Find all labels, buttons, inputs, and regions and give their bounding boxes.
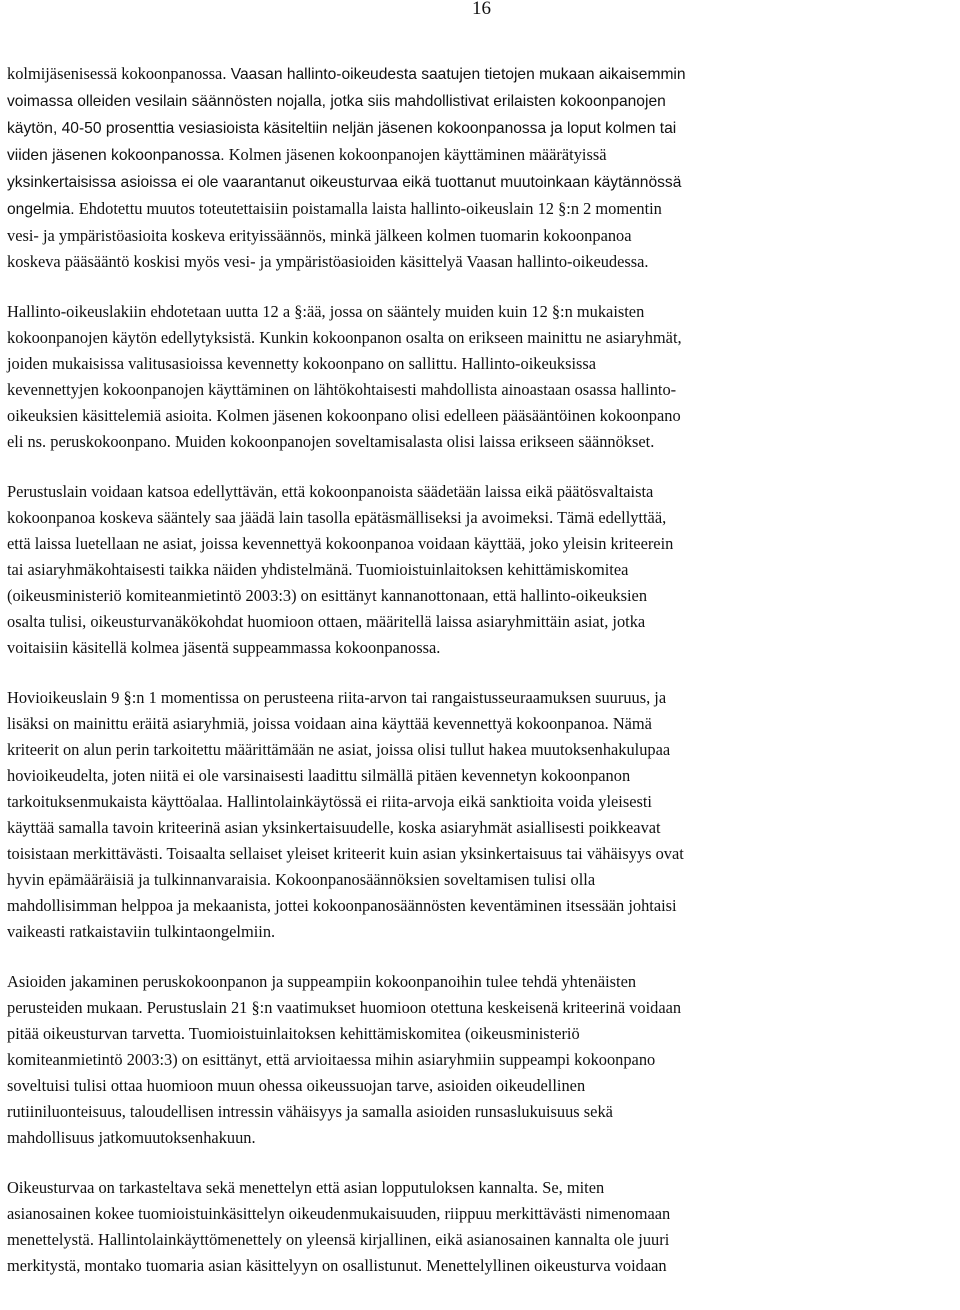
text-segment: voitaisiin käsitellä kolmea jäsentä suppeammassa kokoonpanossa. <box>7 638 441 657</box>
text-line <box>7 635 952 661</box>
text-line <box>7 737 952 763</box>
paragraph <box>7 61 952 275</box>
text-line <box>7 249 952 275</box>
text-line <box>7 1073 952 1099</box>
text-line <box>7 841 952 867</box>
text-segment: lisäksi on mainittu eräitä asiaryhmiä, joissa voidaan aina käyttää kevennettyä kokoonpanoa. Nämä <box>7 714 652 733</box>
text-line <box>7 377 952 403</box>
text-segment: asianosainen kokee tuomioistuinkäsittelyn oikeudenmukaisuuden, riippuu merkittävästi nimenomaan <box>7 1204 671 1223</box>
text-segment: voimassa olleiden vesilain säännösten nojalla, jotka siis mahdollistivat erilaisten kokoonpanojen <box>7 93 666 110</box>
document-body <box>7 61 952 1279</box>
text-segment: rutiiniluonteisuus, taloudellisen intressin vähäisyys ja samalla asioiden runsaslukuisuus sekä <box>7 1102 613 1121</box>
text-segment: Kolmen jäsenen kokoonpanojen käyttäminen määrätyissä <box>224 145 607 164</box>
text-segment: perusteiden mukaan. Perustuslain 21 §:n vaatimukset huomioon otettuna keskeisenä kriteerinä voidaan <box>7 998 682 1017</box>
text-segment: Vaasan hallinto-oikeudesta saatujen tietojen mukaan aikaisemmin <box>226 66 686 83</box>
text-segment: Perustuslain voidaan katsoa edellyttävän, että kokoonpanoista säädetään laissa eikä päätösvaltaista <box>7 482 654 501</box>
text-segment: ongelmia. <box>7 201 75 218</box>
text-line <box>7 609 952 635</box>
text-line <box>7 995 952 1021</box>
text-segment: joiden mukaisissa valitusasioissa kevennetty kokoonpano on sallittu. Hallinto-oikeuksissa <box>7 354 597 373</box>
text-segment: kokoonpanoa koskeva sääntely saa jäädä lain tasolla epätäsmälliseksi ja avoimeksi. Tämä edellyttää, <box>7 508 667 527</box>
text-line <box>7 969 952 995</box>
text-line <box>7 1227 952 1253</box>
text-segment: mahdollisimman helppoa ja mekaanista, jottei kokoonpanosäännösten keventäminen itsessään johtaisi <box>7 896 677 915</box>
text-line <box>7 115 952 142</box>
paragraph <box>7 479 952 661</box>
text-segment: koskeva pääsääntö koskisi myös vesi- ja ympäristöasioiden käsittelyä Vaasan hallinto-oikeudessa. <box>7 252 649 271</box>
text-line <box>7 711 952 737</box>
text-segment: tai asiaryhmäkohtaisesti taikka näiden yhdistelmänä. Tuomioistuinlaitoksen kehittämiskomitea <box>7 560 629 579</box>
text-line <box>7 557 952 583</box>
text-line <box>7 531 952 557</box>
text-line <box>7 893 952 919</box>
text-segment: vesi- ja ympäristöasioita koskeva erityissäännös, minkä jälkeen kolmen tuomarin kokoonpanoa <box>7 226 632 245</box>
text-line <box>7 479 952 505</box>
text-segment: kokoonpanojen käytön edellytyksistä. Kunkin kokoonpanon osalta on erikseen mainittu ne asiaryhmät, <box>7 328 682 347</box>
text-line <box>7 919 952 945</box>
text-line <box>7 789 952 815</box>
text-segment: että laissa luetellaan ne asiat, joissa kevennettyä kokoonpanoa voidaan käyttää, joko yleisin kriteerein <box>7 534 674 553</box>
text-line <box>7 1047 952 1073</box>
text-line <box>7 142 952 169</box>
page-number: 16 <box>472 0 491 19</box>
text-segment: komiteanmietintö 2003:3) on esittänyt, että arvioitaessa mihin asiaryhmiin suppeampi kokoonpano <box>7 1050 656 1069</box>
text-line <box>7 815 952 841</box>
text-segment: Oikeusturvaa on tarkasteltava sekä menettelyn että asian lopputuloksen kannalta. Se, miten <box>7 1178 605 1197</box>
text-line <box>7 169 952 196</box>
text-line <box>7 1253 952 1279</box>
text-segment: käyttää samalla tavoin kriteerinä asian yksinkertaisuudelle, koska asiaryhmät asiallisesti poikkeavat <box>7 818 661 837</box>
paragraph <box>7 969 952 1151</box>
text-line <box>7 505 952 531</box>
text-line <box>7 403 952 429</box>
text-line <box>7 1021 952 1047</box>
text-segment: menettelystä. Hallintolainkäyttömenettely on yleensä kirjallinen, eikä asianosainen kannalta ole juuri <box>7 1230 670 1249</box>
text-line <box>7 196 952 223</box>
paragraph <box>7 299 952 455</box>
text-line <box>7 325 952 351</box>
paragraph <box>7 685 952 945</box>
text-segment: pitää oikeusturvan tarvetta. Tuomioistuinlaitoksen kehittämiskomitea (oikeusministeriö <box>7 1024 580 1043</box>
text-segment: Asioiden jakaminen peruskokoonpanon ja suppeampiin kokoonpanoihin tulee tehdä yhtenäisten <box>7 972 637 991</box>
text-segment: Hovioikeuslain 9 §:n 1 momentissa on perusteena riita-arvon tai rangaistusseuraamuksen suuruus, ja <box>7 688 667 707</box>
text-segment: tarkoituksenmukaista käyttöalaa. Hallintolainkäytössä ei riita-arvoja eikä sanktioita voida yleisesti <box>7 792 652 811</box>
text-segment: vaikeasti ratkaistaviin tulkintaongelmiin. <box>7 922 276 941</box>
text-segment: eli ns. peruskokoonpano. Muiden kokoonpanojen soveltamisalasta olisi laissa erikseen säännökset. <box>7 432 655 451</box>
text-line <box>7 583 952 609</box>
text-segment: kevennettyjen kokoonpanojen käyttäminen on lähtökohtaisesti mahdollista ainoastaan osassa hallinto- <box>7 380 677 399</box>
text-line <box>7 223 952 249</box>
text-segment: hovioikeudelta, joten niitä ei ole varsinaisesti laadittu silmällä pitäen kevennetyn kokoonpanon <box>7 766 631 785</box>
text-line <box>7 1099 952 1125</box>
text-line <box>7 1125 952 1151</box>
text-line <box>7 88 952 115</box>
text-segment: Ehdotettu muutos toteutettaisiin poistamalla laista hallinto-oikeuslain 12 §:n 2 momentin <box>74 199 662 218</box>
text-line <box>7 429 952 455</box>
text-segment: merkitystä, montako tuomaria asian käsittelyyn on osallistunut. Menettelyllinen oikeusturva voidaan <box>7 1256 667 1275</box>
text-line <box>7 763 952 789</box>
text-segment: kriteerit on alun perin tarkoitettu määrittämään ne asiat, joissa olisi tullut hakea muutoksenhakulupaa <box>7 740 671 759</box>
text-line <box>7 867 952 893</box>
text-segment: osalta tulisi, oikeusturvanäkökohdat huomioon ottaen, määritellä laissa asiaryhmittäin asiat, jotka <box>7 612 646 631</box>
text-line <box>7 1175 952 1201</box>
text-segment: oikeuksien käsittelemiä asioita. Kolmen jäsenen kokoonpano olisi edelleen pääsääntöinen kokoonpano <box>7 406 681 425</box>
text-line <box>7 61 952 88</box>
paragraph <box>7 1175 952 1279</box>
text-line <box>7 1201 952 1227</box>
text-segment: (oikeusministeriö komiteanmietintö 2003:3) on esittänyt kannanottonaan, että hallinto-oikeuksien <box>7 586 648 605</box>
text-segment: Hallinto-oikeuslakiin ehdotetaan uutta 12 a §:ää, jossa on sääntely muiden kuin 12 §:n mukaisten <box>7 302 645 321</box>
text-segment: toisistaan merkittävästi. Toisaalta sellaiset yleiset kriteerit kuin asian yksinkertaisuus tai vähäisyys ovat <box>7 844 684 863</box>
text-segment: soveltuisi tulisi ottaa huomioon muun ohessa oikeussuojan tarve, asioiden oikeudellinen <box>7 1076 586 1095</box>
text-segment: kolmijäsenisessä kokoonpanossa. <box>7 64 227 83</box>
text-line <box>7 351 952 377</box>
text-segment: hyvin epämääräisiä ja tulkinnanvaraisia. Kokoonpanosäännöksien soveltamisen tulisi olla <box>7 870 596 889</box>
text-segment: käytön, 40-50 prosenttia vesiasioista käsiteltiin neljän jäsenen kokoonpanossa ja loput kolmen tai <box>7 120 677 137</box>
text-segment: viiden jäsenen kokoonpanossa. <box>7 147 225 164</box>
text-line <box>7 685 952 711</box>
text-segment: yksinkertaisissa asioissa ei ole vaarantanut oikeusturvaa eikä tuottanut muutoinkaan käytännössä <box>7 174 682 191</box>
text-segment: mahdollisuus jatkomuutoksenhakuun. <box>7 1128 256 1147</box>
text-line <box>7 299 952 325</box>
